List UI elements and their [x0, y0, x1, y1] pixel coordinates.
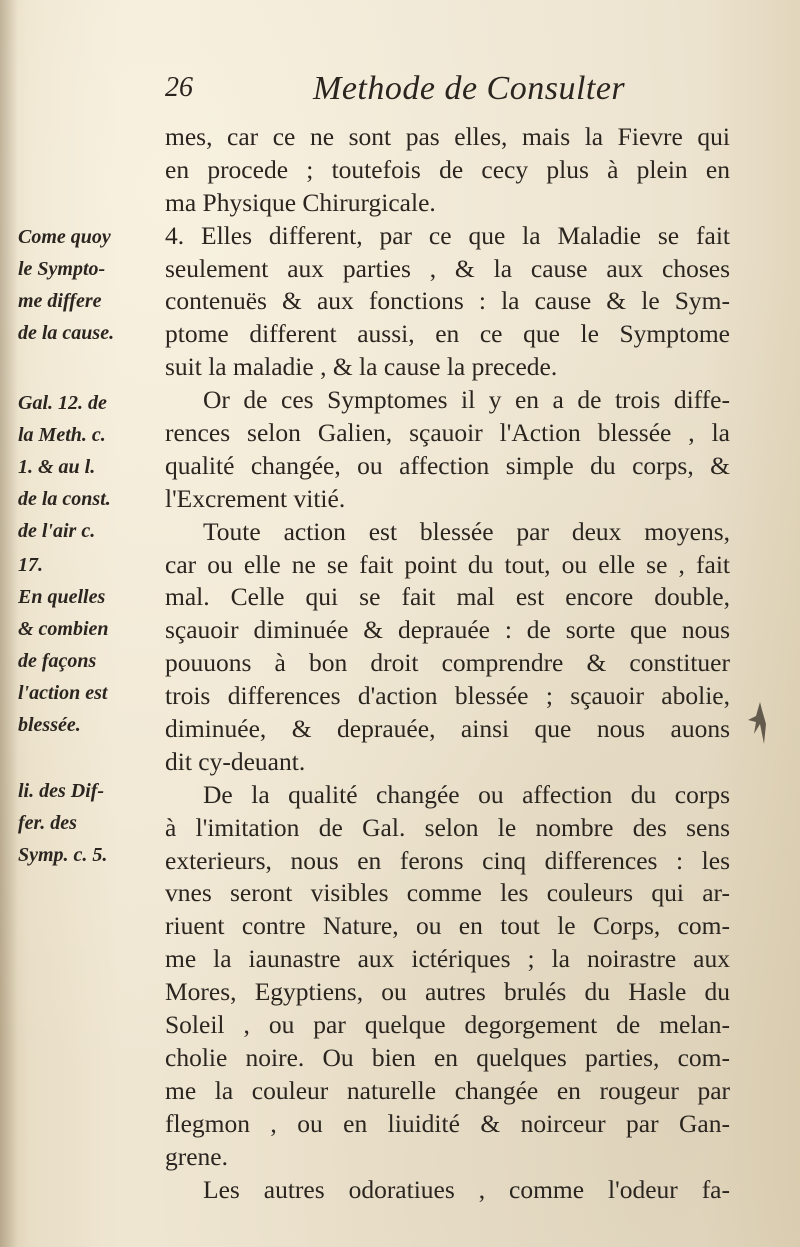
text-line: flegmon , ou en liuidité & noirceur par Gan- — [165, 1108, 730, 1138]
text-line: suit la maladie , & la cause la precede. — [165, 352, 558, 382]
text-line: grene. — [165, 1141, 229, 1171]
text-line: exterieurs, nous en ferons cinq differences : les — [165, 845, 730, 875]
margin-note: de l'air c. — [18, 520, 96, 542]
text-line: ma Physique Chirurgicale. — [165, 187, 436, 217]
margin-note: li. des Dif- — [18, 780, 105, 802]
margin-note: la Meth. c. — [18, 424, 106, 446]
text-line: en procede ; toutefois de cecy plus à plein en — [165, 154, 730, 184]
margin-note: & combien — [18, 618, 109, 640]
running-head — [165, 72, 635, 122]
margin-note: 17. — [18, 554, 43, 576]
text-line: qualité changée, ou affection simple du corps, & — [165, 450, 730, 480]
page-number: 26 — [165, 72, 193, 103]
margin-note: de façons — [18, 650, 97, 672]
margin-note: 1. & au l. — [18, 456, 96, 478]
text-line: dit cy-deuant. — [165, 746, 306, 776]
page-edge-shadow — [0, 0, 18, 1247]
margin-note: de la cause. — [18, 322, 115, 344]
text-line: à l'imitation de Gal. selon le nombre des sens — [165, 812, 730, 842]
text-line: sçauoir diminuée & deprauée : de sorte que nous — [165, 615, 730, 645]
text-line: trois differences d'action blessée ; sçauoir abolie, — [165, 681, 730, 711]
text-line: Mores, Egyptiens, ou autres brulés du Hasle du — [165, 977, 730, 1007]
text-line: 4. Elles different, par ce que la Maladie se fait — [165, 220, 730, 250]
text-line: Soleil , ou par quelque degorgement de melan- — [165, 1010, 730, 1040]
margin-note: le Sympto- — [18, 258, 106, 280]
text-line: l'Excrement vitié. — [165, 483, 346, 513]
text-line: ptome different aussi, en ce que le Symptome — [165, 319, 730, 349]
ink-stain-mark — [742, 698, 772, 748]
margin-note: Symp. c. 5. — [18, 844, 108, 866]
text-line: contenuës & aux fonctions : la cause & le Sym- — [165, 286, 730, 316]
text-line: pouuons à bon droit comprendre & constituer — [165, 648, 730, 678]
margin-note: l'action est — [18, 682, 108, 704]
text-line: me la couleur naturelle changée en rougeur par — [165, 1075, 730, 1105]
text-line: car ou elle ne se fait point du tout, ou elle se , fait — [165, 549, 730, 579]
text-line: me la iaunastre aux ictériques ; la noirastre aux — [165, 944, 730, 974]
margin-note: me differe — [18, 290, 102, 312]
text-line: mal. Celle qui se fait mal est encore double, — [165, 582, 730, 612]
text-line: diminuée, & deprauée, ainsi que nous auons — [165, 714, 730, 744]
text-line: riuent contre Nature, ou en tout le Corps, com- — [165, 911, 730, 941]
margin-note: Gal. 12. de — [18, 392, 107, 414]
text-line: mes, car ce ne sont pas elles, mais la Fievre qui — [165, 122, 730, 151]
text-line: Toute action est blessée par deux moyens, — [203, 516, 730, 546]
text-line: Or de ces Symptomes il y en a de trois diffe- — [203, 385, 730, 415]
margin-note: En quelles — [18, 586, 106, 608]
text-line: De la qualité changée ou affection du corps — [203, 779, 730, 809]
text-line: vnes seront visibles comme les couleurs qui ar- — [165, 878, 730, 908]
margin-note: de la const. — [18, 488, 111, 510]
text-line: Les autres odoratiues , comme l'odeur fa- — [203, 1174, 730, 1204]
text-line: cholie noire. Ou bien en quelques parties, com- — [165, 1042, 730, 1072]
text-line: seulement aux parties , & la cause aux choses — [165, 253, 730, 283]
running-title: Methode de Consulter — [313, 70, 626, 107]
margin-note: Come quoy — [18, 226, 111, 248]
margin-note: fer. des — [18, 812, 77, 834]
body-text — [165, 121, 730, 1206]
text-line: rences selon Galien, sçauoir l'Action blessée , la — [165, 418, 730, 448]
margin-note: blessée. — [18, 714, 81, 736]
